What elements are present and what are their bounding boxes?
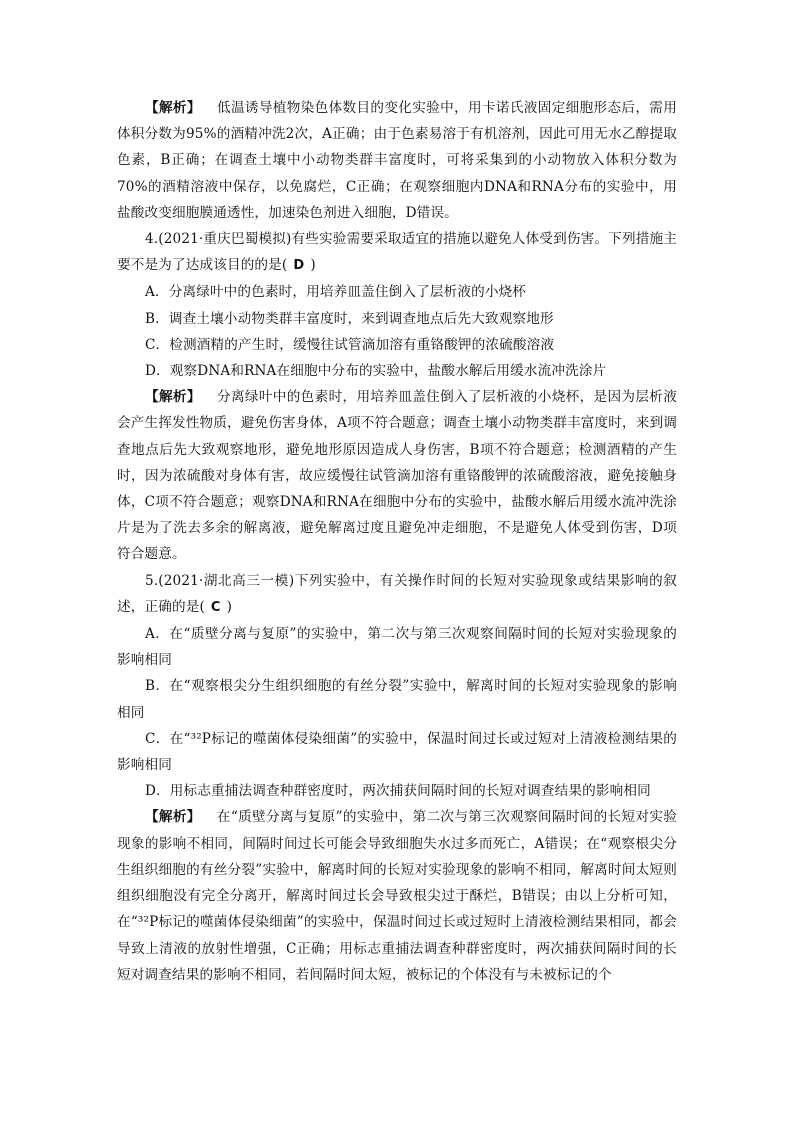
question-5-option-a: A．在“质壁分离与复原”的实验中，第二次与第三次观察间隔时间的长短对实验现象的影响相同: [117, 626, 677, 669]
question-4-option-b: B．调查土壤小动物类群丰富度时，来到调查地点后先大致观察地形: [145, 310, 554, 327]
analysis-paragraph-q4: [117, 384, 677, 567]
analysis-text: 在“质壁分离与复原”的实验中，第二次与第三次观察间隔时间的长短对实验现象的影响不相同，间隔时间过长可能会导致细胞失水过多而死亡，A错误；在“观察根尖分生组织细胞的有丝分裂”实验中，解离时间的长短对实验现象的影响不相同，解离时间太短则组织细胞没有完全分离开，解离时间过长会导致根尖过于酥烂，B错误；由以上分析可知，在“³²P标记的噬菌体侵染细菌”的实验中，保温时间过长或过短时上清液检测结果相同，都会导致上清液的放射性增强，C正确；用标志重捕法调查种群密度时，两次捕获间隔时间的长短对调查结果的影响不相同，若间隔时间太短，被标记的个体没有与未被标记的个: [117, 809, 677, 983]
question-4-stem: [117, 226, 677, 279]
question-stem-text: 4.(2021·重庆巴蜀模拟)有些实验需要采取适宜的措施以避免人体受到伤害。下列措施主要不是为了达成该目的的是(: [117, 231, 677, 274]
analysis-text: 低温诱导植物染色体数目的变化实验中，用卡诺氏液固定细胞形态后，需用体积分数为95%的酒精冲洗2次，A正确；由于色素易溶于有机溶剂，因此可用无水乙醇提取色素，B正确；在调查土壤中小动物类群丰富度时，可将采集到的小动物放入体积分数为70%的酒精溶液中保存，以免腐烂，C正确；在观察细胞内DNA和RNA分布的实验中，用盐酸改变细胞膜通透性，加速染色剂进入细胞，D错误。: [117, 100, 677, 221]
question-4-option-c: C．检测酒精的产生时，缓慢往试管滴加溶有重铬酸钾的浓硫酸溶液: [145, 336, 555, 353]
question-stem-text: 5.(2021·湖北高三一模)下列实验中，有关操作时间的长短对实验现象或结果影响的叙述，正确的是(: [117, 572, 677, 615]
question-5-option-d: D．用标志重捕法调查种群密度时，两次捕获间隔时间的长短对调查结果的影响相同: [145, 783, 651, 800]
analysis-label: 【解析】: [145, 100, 201, 116]
stem-close-paren: ): [310, 257, 316, 274]
analysis-label: 【解析】: [145, 809, 201, 826]
question-4-option-a: A．分离绿叶中的色素时，用培养皿盖住倒入了层析液的小烧杯: [145, 284, 527, 301]
question-answer: C: [210, 599, 221, 615]
analysis-paragraph-q3: [117, 95, 677, 226]
question-4-option-d: D．观察DNA和RNA在细胞中分布的实验中，盐酸水解后用缓水流冲洗涂片: [145, 363, 607, 380]
question-5-option-c: C．在“³²P标记的噬菌体侵染细菌”的实验中，保温时间过长或过短对上清液检测结果的影响相同: [117, 730, 677, 774]
question-5-stem: [117, 568, 677, 621]
analysis-label: 【解析】: [145, 389, 201, 406]
question-5-option-b: B．在“观察根尖分生组织细胞的有丝分裂”实验中，解离时间的长短对实验现象的影响相同: [117, 678, 677, 721]
analysis-text: 分离绿叶中的色素时，用培养皿盖住倒入了层析液的小烧杯，是因为层析液会产生挥发性物质，避免伤害身体，A项不符合题意；调查土壤小动物类群丰富度时，来到调查地点后先大致观察地形，避免地形原因造成人身伤害，B项不符合题意；检测酒精的产生时，因为浓硫酸对身体有害，故应缓慢往试管滴加溶有重铬酸钾的浓硫酸溶液，避免接触身体，C项不符合题意；观察DNA和RNA在细胞中分布的实验中，盐酸水解后用缓水流冲洗涂片是为了洗去多余的解离液，避免解离过度且避免冲走细胞，不是避免人体受到伤害，D项符合题意。: [117, 389, 677, 563]
document-page: [117, 95, 677, 988]
analysis-paragraph-q5: [117, 804, 677, 987]
stem-close-paren: ): [226, 598, 233, 615]
question-answer: D: [293, 258, 305, 274]
